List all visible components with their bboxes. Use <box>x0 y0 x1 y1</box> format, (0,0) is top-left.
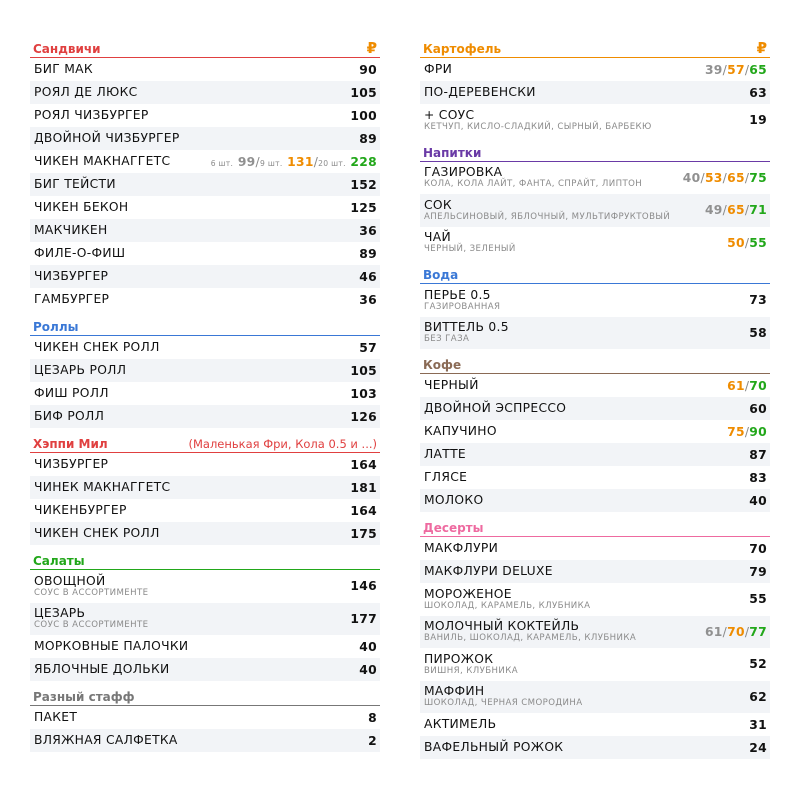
section-header <box>30 318 380 336</box>
section-title: Салаты <box>33 554 85 568</box>
section-title: Роллы <box>33 320 79 334</box>
menu-item <box>30 150 380 173</box>
menu-item <box>30 81 380 104</box>
menu-item <box>420 466 770 489</box>
item-name: ЦЕЗАРЬ <box>34 606 86 621</box>
item-price: 100 <box>350 108 377 123</box>
item-name: ВАФЕЛЬНЫЙ РОЖОК <box>424 739 564 754</box>
section-title: Кофе <box>423 358 462 372</box>
price-separator: / <box>744 378 750 393</box>
section-title: Напитки <box>423 145 482 160</box>
menu-item <box>420 317 770 350</box>
section-water <box>420 266 770 349</box>
item-name-block <box>424 199 670 222</box>
item-price: 57 <box>359 340 377 355</box>
item-name: МОЛОКО <box>424 492 484 507</box>
portion-size: 20 шт. <box>318 158 346 168</box>
menu-item <box>30 453 380 476</box>
menu-item <box>30 405 380 428</box>
menu-item <box>420 713 770 736</box>
price-large: 65 <box>749 62 767 77</box>
item-price: 152 <box>350 177 377 192</box>
item-subtitle: ВАНИЛЬ, ШОКОЛАД, КАРАМЕЛЬ, КЛУБНИКА <box>424 633 637 643</box>
menu-item <box>420 489 770 512</box>
item-price: 105 <box>350 363 377 378</box>
item-name-block <box>424 109 652 132</box>
section-salads <box>30 552 380 681</box>
item-price: 36 <box>359 223 377 238</box>
price-large: 77 <box>749 624 767 639</box>
item-subtitle: ГАЗИРОВАННАЯ <box>424 301 501 312</box>
price-separator: / <box>744 62 750 77</box>
item-name: МОЛОЧНЫЙ КОКТЕЙЛЬ <box>424 619 580 634</box>
section-header <box>30 40 380 58</box>
menu-item <box>30 658 380 681</box>
menu-item <box>420 81 770 104</box>
item-subtitle: АПЕЛЬСИНОВЫЙ, ЯБЛОЧНЫЙ, МУЛЬТИФРУКТОВЫЙ <box>424 211 671 222</box>
menu-item <box>30 382 380 405</box>
price-small: 61 <box>704 624 723 639</box>
price-separator: / <box>744 170 750 185</box>
item-name: ЧИКЕН МАКНАГГЕТС <box>34 153 171 168</box>
price-medium: 65 <box>727 203 745 218</box>
menu-item <box>30 359 380 382</box>
item-price: 40 <box>359 662 377 677</box>
item-price: 36 <box>359 292 377 307</box>
price-large: 65 <box>727 170 745 185</box>
menu-item <box>30 729 380 752</box>
menu-item <box>420 443 770 466</box>
item-price-multi <box>727 425 767 439</box>
item-name: ЧИЗБУРГЕР <box>34 268 109 283</box>
menu-item <box>30 242 380 265</box>
menu-item <box>30 499 380 522</box>
price-large: 228 <box>350 154 377 169</box>
price-large: 55 <box>749 235 767 250</box>
menu-item <box>420 736 770 759</box>
price-separator: / <box>744 203 750 218</box>
item-price: 125 <box>350 200 377 215</box>
menu-item <box>30 58 380 81</box>
item-price: 105 <box>350 85 377 100</box>
section-header <box>420 40 770 58</box>
menu-item <box>420 284 770 317</box>
section-title: Десерты <box>423 521 484 535</box>
item-name: ЧИКЕНБУРГЕР <box>34 502 127 517</box>
item-price: 62 <box>749 689 767 704</box>
item-price: 83 <box>749 470 767 485</box>
item-name: ДВОЙНОЙ ЭСПРЕССО <box>424 400 567 415</box>
right-column <box>420 40 770 766</box>
item-name: ВИТТЕЛЬ 0.5 <box>424 320 509 335</box>
price-medium: 131 <box>287 154 314 169</box>
section-desserts <box>420 519 770 759</box>
item-name: ГЛЯСЕ <box>424 469 468 484</box>
menu-item <box>420 648 770 681</box>
item-name: ДВОЙНОЙ ЧИЗБУРГЕР <box>34 130 180 145</box>
item-name-block <box>424 685 583 708</box>
menu-item <box>30 706 380 729</box>
left-column <box>30 40 380 759</box>
item-name: БИФ РОЛЛ <box>34 408 105 423</box>
menu-item <box>420 58 770 81</box>
item-price-multi <box>683 171 767 185</box>
menu-item <box>30 603 380 636</box>
price-separator: / <box>722 624 728 639</box>
menu-item <box>30 635 380 658</box>
menu-item <box>420 616 770 649</box>
menu-item <box>30 522 380 545</box>
item-price: 70 <box>749 541 767 556</box>
section-header <box>30 552 380 570</box>
item-name-block <box>424 588 590 611</box>
item-name: МАФФИН <box>424 684 485 699</box>
section-title: Разный стафф <box>33 690 135 704</box>
item-name: ФИШ РОЛЛ <box>34 385 109 400</box>
item-price: 146 <box>350 579 377 594</box>
ruble-icon: ₽ <box>366 39 377 57</box>
section-drinks <box>420 144 770 260</box>
section-sandwiches <box>30 40 380 311</box>
item-name: ЧЕРНЫЙ <box>424 377 479 392</box>
price-separator: / <box>255 154 260 169</box>
price-small: 61 <box>727 378 745 393</box>
item-price: 181 <box>350 480 377 495</box>
item-name: ПЕРЬЕ 0.5 <box>424 287 491 302</box>
item-name: ПИРОЖОК <box>424 651 494 666</box>
item-name: ЧИКЕН БЕКОН <box>34 199 129 214</box>
item-subtitle: БЕЗ ГАЗА <box>424 334 470 344</box>
item-price: 87 <box>749 447 767 462</box>
item-price: 73 <box>749 293 767 308</box>
price-separator: / <box>313 154 319 169</box>
item-name-block <box>424 653 518 676</box>
item-subtitle: ШОКОЛАД, ЧЕРНАЯ СМОРОДИНА <box>424 698 583 708</box>
item-price: 126 <box>350 409 377 424</box>
item-price: 19 <box>749 113 767 128</box>
menu-item <box>420 560 770 583</box>
section-title: Сандвичи <box>33 42 101 56</box>
item-price: 40 <box>749 493 767 508</box>
item-name: ВЛЯЖНАЯ САЛФЕТКА <box>34 732 178 747</box>
item-price: 40 <box>359 639 377 654</box>
price-separator: / <box>700 170 705 185</box>
section-note: (Маленькая Фри, Кола 0.5 и ...) <box>188 437 377 451</box>
menu-item <box>420 104 770 137</box>
section-header <box>30 435 380 453</box>
menu-item <box>30 219 380 242</box>
price-separator: / <box>722 170 728 185</box>
item-price: 58 <box>749 325 767 340</box>
item-price: 103 <box>350 386 377 401</box>
item-name: БИГ ТЕЙСТИ <box>34 176 116 191</box>
section-happy-meal <box>30 435 380 545</box>
item-name: ЛАТТЕ <box>424 446 466 461</box>
item-name: МАКФЛУРИ <box>424 540 499 555</box>
item-name: ЧАЙ <box>424 230 451 245</box>
section-title: Картофель <box>423 42 502 56</box>
menu-item <box>30 265 380 288</box>
item-name-block <box>424 166 642 189</box>
section-title: Вода <box>423 268 459 282</box>
item-price: 90 <box>359 62 377 77</box>
menu-item <box>30 173 380 196</box>
item-name: МОРОЖЕНОЕ <box>424 586 512 601</box>
price-large: 71 <box>749 203 767 218</box>
item-name: МОРКОВНЫЕ ПАЛОЧКИ <box>34 638 189 653</box>
price-medium: 57 <box>727 62 745 77</box>
section-misc <box>30 688 380 752</box>
price-medium: 53 <box>704 170 723 185</box>
item-price-multi <box>727 379 767 393</box>
section-header <box>420 519 770 537</box>
price-small: 99 <box>237 154 256 169</box>
item-price: 164 <box>350 503 377 518</box>
price-separator: / <box>744 624 750 639</box>
item-subtitle: ЧЕРНЫЙ, ЗЕЛЕНЫЙ <box>424 244 516 254</box>
menu-item <box>30 104 380 127</box>
item-subtitle: КЕТЧУП, КИСЛО-СЛАДКИЙ, СЫРНЫЙ, БАРБЕКЮ <box>424 121 652 132</box>
section-header <box>420 356 770 374</box>
item-subtitle: ВИШНЯ, КЛУБНИКА <box>424 665 518 676</box>
item-price: 2 <box>368 733 377 748</box>
menu-item <box>420 583 770 616</box>
menu-item <box>30 196 380 219</box>
item-price: 79 <box>749 564 767 579</box>
item-name-block <box>424 620 636 643</box>
menu-item <box>420 374 770 397</box>
item-name: БИГ МАК <box>34 61 93 76</box>
item-name: ОВОЩНОЙ <box>34 573 106 588</box>
item-subtitle: СОУС В АССОРТИМЕНТЕ <box>34 620 149 630</box>
item-name: РОЯЛ ДЕ ЛЮКС <box>34 84 138 99</box>
section-potatoes <box>420 40 770 137</box>
item-name: ЧИЗБУРГЕР <box>34 456 109 471</box>
menu-item <box>420 420 770 443</box>
section-header <box>420 266 770 284</box>
item-price-multi <box>705 63 767 77</box>
menu-item <box>30 570 380 603</box>
item-price: 177 <box>350 611 377 626</box>
menu-item <box>420 681 770 714</box>
item-name-block <box>424 231 516 254</box>
item-name: МАКЧИКЕН <box>34 222 108 237</box>
item-price: 55 <box>749 592 767 607</box>
item-name: ЧИНЕК МАКНАГГЕТС <box>34 479 171 494</box>
item-subtitle: ШОКОЛАД, КАРАМЕЛЬ, КЛУБНИКА <box>424 600 591 611</box>
item-name-block <box>424 321 509 344</box>
menu-item <box>30 288 380 311</box>
item-name-block <box>424 289 500 312</box>
menu-item <box>30 336 380 359</box>
item-name: ФРИ <box>424 61 453 76</box>
item-name: КАПУЧИНО <box>424 423 497 438</box>
item-name: РОЯЛ ЧИЗБУРГЕР <box>34 107 149 122</box>
item-price-multi <box>705 203 767 217</box>
item-name: ЧИКЕН СНЕК РОЛЛ <box>34 339 160 354</box>
item-price: 175 <box>350 526 377 541</box>
price-small: 49 <box>704 203 723 218</box>
menu-item <box>30 127 380 150</box>
item-price: 89 <box>359 131 377 146</box>
menu-item <box>420 537 770 560</box>
item-name-block <box>34 607 148 630</box>
price-separator: / <box>744 424 750 439</box>
menu-item <box>420 162 770 195</box>
menu-item <box>420 227 770 260</box>
item-price: 63 <box>749 85 767 100</box>
item-price-multi <box>211 155 377 169</box>
item-price: 31 <box>749 717 767 732</box>
price-small: 39 <box>704 62 723 77</box>
item-subtitle: СОУС В АССОРТИМЕНТЕ <box>34 587 149 598</box>
item-name: АКТИМЕЛЬ <box>424 716 497 731</box>
item-price: 8 <box>368 710 377 725</box>
item-subtitle: КОЛА, КОЛА ЛАЙТ, ФАНТА, СПРАЙТ, ЛИПТОН <box>424 179 643 189</box>
item-price: 24 <box>749 740 767 755</box>
item-price: 52 <box>749 657 767 672</box>
price-large: 90 <box>749 424 767 439</box>
item-price-multi <box>705 625 767 639</box>
item-price: 164 <box>350 457 377 472</box>
item-name: ГАЗИРОВКА <box>424 165 503 180</box>
item-name: ЧИКЕН СНЕК РОЛЛ <box>34 525 160 540</box>
price-separator: / <box>722 203 728 218</box>
item-name: ФИЛЕ-О-ФИШ <box>34 245 126 260</box>
menu-item <box>420 194 770 227</box>
section-title: Хэппи Мил <box>33 437 108 451</box>
item-name: ЦЕЗАРЬ РОЛЛ <box>34 362 127 377</box>
menu-item <box>420 397 770 420</box>
ruble-icon: ₽ <box>756 39 767 57</box>
section-coffee <box>420 356 770 512</box>
section-header <box>420 144 770 162</box>
price-separator: / <box>722 62 728 77</box>
section-rolls <box>30 318 380 428</box>
price-separator: / <box>744 235 750 250</box>
price-medium: 70 <box>727 624 745 639</box>
item-name: ГАМБУРГЕР <box>34 291 110 306</box>
item-name: ЯБЛОЧНЫЕ ДОЛЬКИ <box>34 661 170 676</box>
item-name-block <box>34 575 148 598</box>
price-small: 40 <box>682 170 701 185</box>
item-price: 46 <box>359 269 377 284</box>
portion-size: 9 шт. <box>260 158 283 168</box>
item-price-multi <box>727 236 767 250</box>
item-price: 60 <box>749 401 767 416</box>
menu-item <box>30 476 380 499</box>
item-name: ПАКЕТ <box>34 709 78 724</box>
item-name: + СОУС <box>424 107 475 122</box>
price-xlarge: 75 <box>749 170 767 185</box>
price-large: 70 <box>749 378 767 393</box>
item-price: 89 <box>359 246 377 261</box>
price-small: 50 <box>727 235 745 250</box>
item-name: МАКФЛУРИ DELUXE <box>424 563 553 578</box>
item-name: СОК <box>424 197 452 212</box>
price-small: 75 <box>727 424 745 439</box>
section-header <box>30 688 380 706</box>
item-name: ПО-ДЕРЕВЕНСКИ <box>424 84 536 99</box>
portion-size: 6 шт. <box>210 158 234 168</box>
